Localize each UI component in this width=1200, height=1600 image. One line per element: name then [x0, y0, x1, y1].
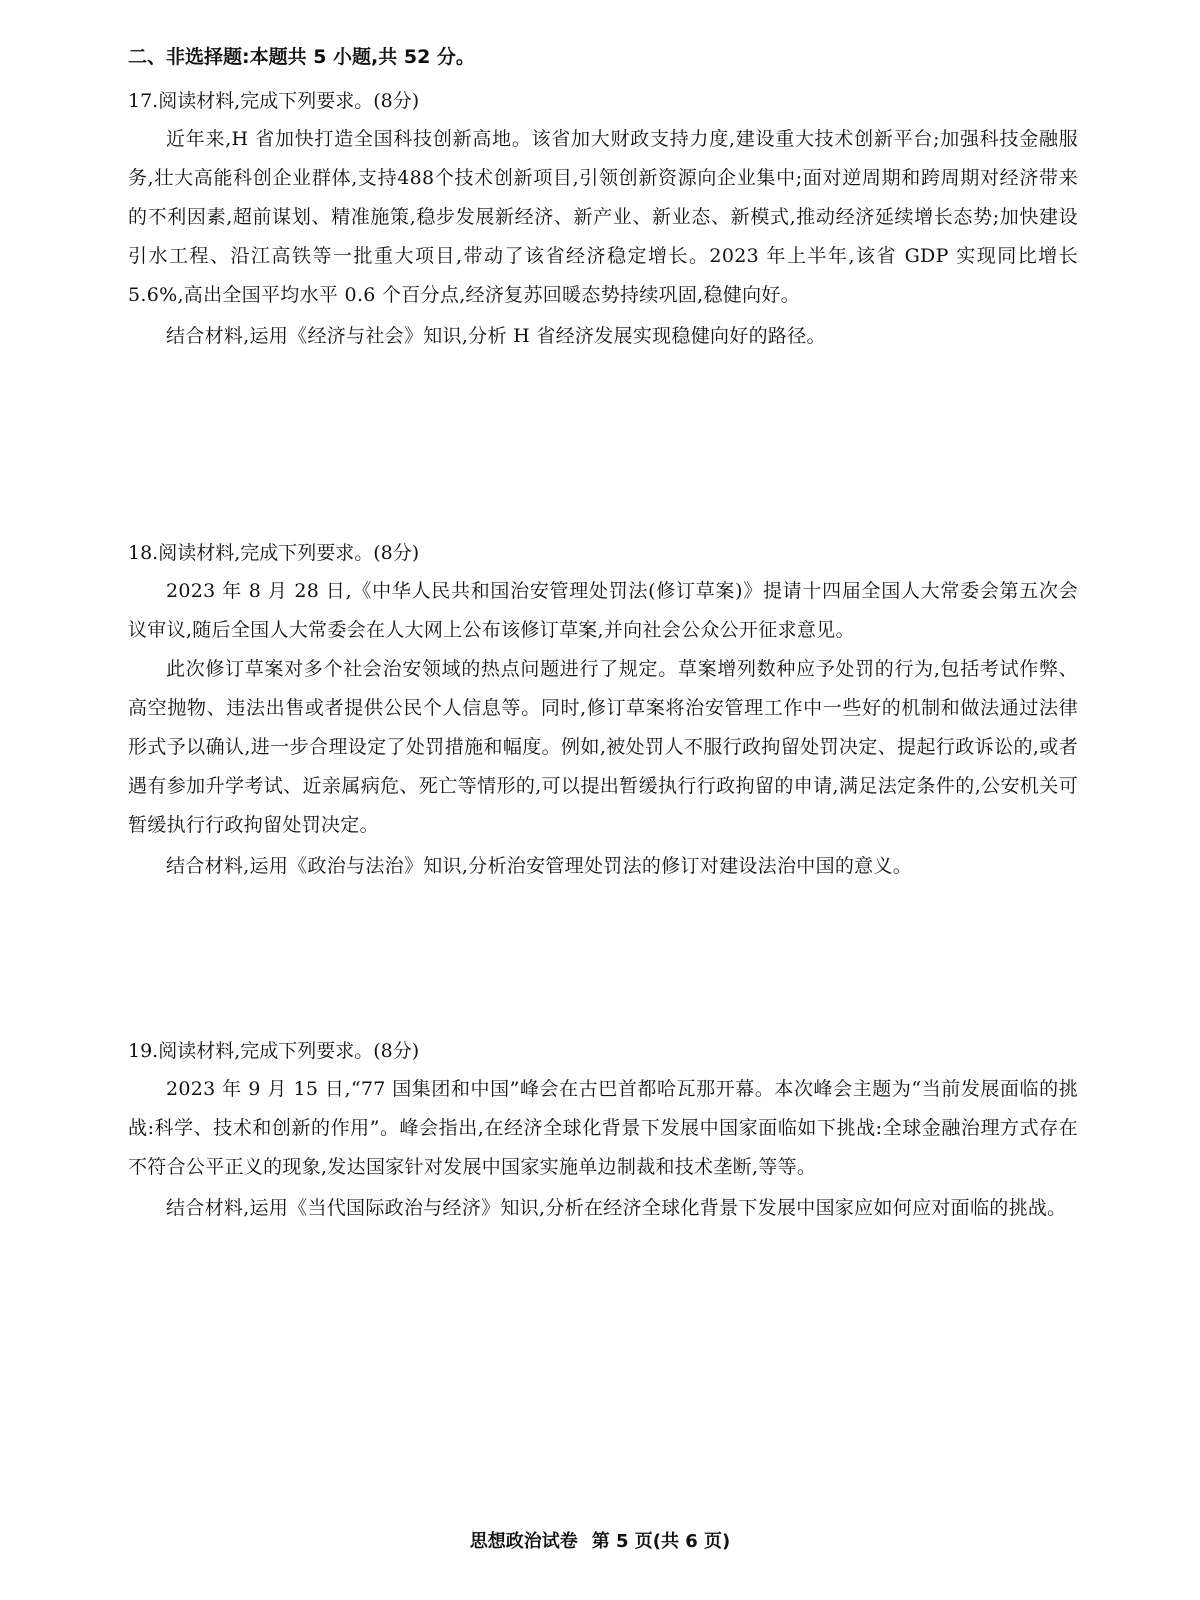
material-paragraph: 近年来,H 省加快打造全国科技创新高地。该省加大财政支持力度,建设重大技术创新平台;加强科技金融服务,壮大高能科创企业群体,支持488个技术创新项目,引领创新资源向企业集中;面对逆周期和跨周期对经济带来的不利因素,超前谋划、精准施策,稳步发展新经济、新产业、新业态、新模式,推动经济延续增长态势;加快建设引水工程、沿江高铁等一批重大项目,带动了该省经济稳定增长。2023 年上半年,该省 GDP 实现同比增长 5.6%,高出全国平均水平 0.6 个百分点,经济复苏回暖态势持续巩固,稳健向好。 — [128, 128, 1078, 306]
question-heading: 19.阅读材料,完成下列要求。(8分) — [128, 1040, 420, 1062]
material-paragraph: 此次修订草案对多个社会治安领域的热点问题进行了规定。草案增列数种应予处罚的行为,包括考试作弊、高空抛物、违法出售或者提供公民个人信息等。同时,修订草案将治安管理工作中一些好的机制和做法通过法律形式予以确认,进一步合理设定了处罚措施和幅度。例如,被处罚人不服行政拘留处罚决定、提起行政诉讼的,或者遇有参加升学考试、近亲属病危、死亡等情形的,可以提出暂缓执行行政拘留的申请,满足法定条件的,公安机关可暂缓执行行政拘留处罚决定。 — [128, 658, 1078, 836]
question-heading: 18.阅读材料,完成下列要求。(8分) — [128, 542, 420, 564]
question-18 — [128, 538, 1078, 886]
page-footer — [0, 1528, 1200, 1556]
question-heading: 17.阅读材料,完成下列要求。(8分) — [128, 90, 420, 112]
question-19 — [128, 1036, 1078, 1228]
footer-page-number: 第 5 页(共 6 页) — [591, 1531, 731, 1552]
question-task: 结合材料,运用《经济与社会》知识,分析 H 省经济发展实现稳健向好的路径。 — [166, 325, 826, 347]
footer-subject: 思想政治试卷 — [469, 1531, 578, 1552]
material-paragraph: 2023 年 8 月 28 日,《中华人民共和国治安管理处罚法(修订草案)》提请十四届全国人大常委会第五次会议审议,随后全国人大常委会在人大网上公布该修订草案,并向社会公众公开征求意见。 — [128, 580, 1078, 641]
section-title: 二、非选择题:本题共 5 小题,共 52 分。 — [128, 46, 475, 68]
material-paragraph: 2023 年 9 月 15 日,“77 国集团和中国”峰会在古巴首都哈瓦那开幕。本次峰会主题为“当前发展面临的挑战:科学、技术和创新的作用”。峰会指出,在经济全球化背景下发展中国家面临如下挑战:全球金融治理方式存在不符合公平正义的现象,发达国家针对发展中国家实施单边制裁和技术垄断,等等。 — [128, 1078, 1078, 1178]
question-task: 结合材料,运用《当代国际政治与经济》知识,分析在经济全球化背景下发展中国家应如何应对面临的挑战。 — [166, 1197, 1067, 1219]
question-17 — [128, 86, 1078, 356]
question-task: 结合材料,运用《政治与法治》知识,分析治安管理处罚法的修订对建设法治中国的意义。 — [166, 855, 913, 877]
